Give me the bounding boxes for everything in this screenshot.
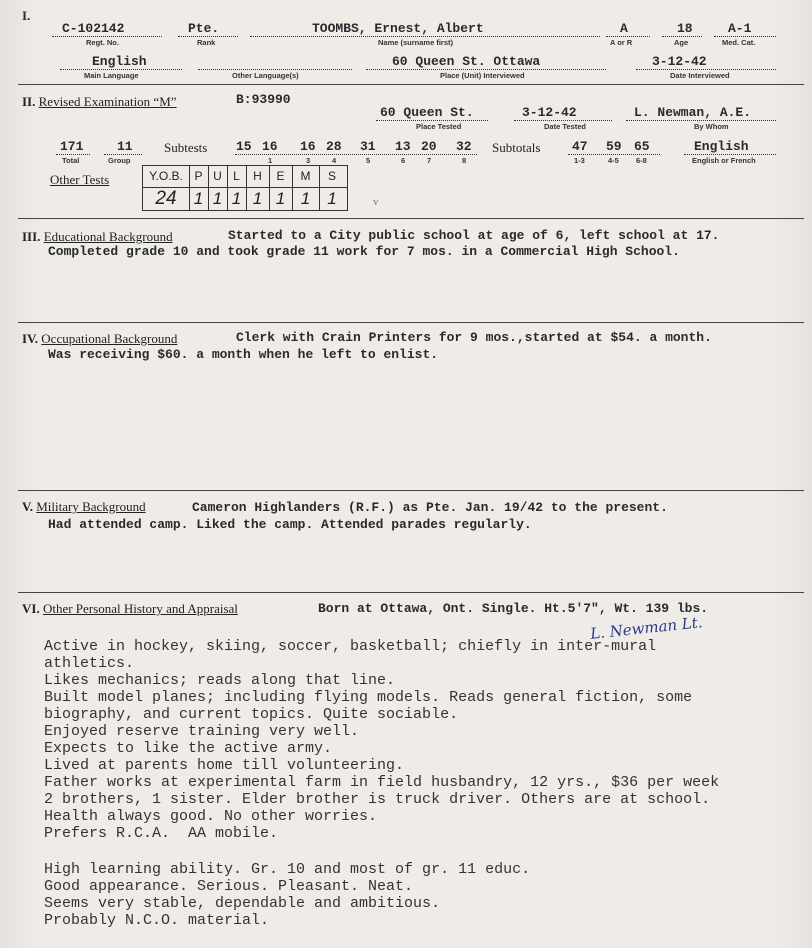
date-interviewed-value: 3-12-42 bbox=[652, 54, 707, 69]
subtotal-range: 1-3 bbox=[574, 156, 585, 165]
name-caption: Name (surname first) bbox=[378, 38, 454, 47]
appraisal-line: Probably N.C.O. material. bbox=[44, 912, 270, 929]
grid-header-m: M bbox=[292, 166, 320, 187]
divider-3 bbox=[18, 322, 804, 323]
section-5-title: Military Background bbox=[36, 499, 146, 514]
place-tested-line bbox=[376, 120, 488, 121]
appraisal-line: Health always good. No other worries. bbox=[44, 808, 378, 825]
subtest-score: 16 bbox=[262, 139, 278, 154]
place-interviewed-line bbox=[366, 69, 606, 70]
section-2-heading bbox=[22, 94, 177, 110]
test-language-caption: English or French bbox=[692, 156, 756, 165]
subtest-score: 28 bbox=[326, 139, 342, 154]
main-language-value: English bbox=[92, 54, 147, 69]
regt-no-caption: Regt. No. bbox=[86, 38, 119, 47]
med-cat-line bbox=[714, 36, 776, 37]
military-line-2: Had attended camp. Liked the camp. Attended parades regularly. bbox=[48, 517, 532, 532]
appraisal-line: athletics. bbox=[44, 655, 135, 672]
appraisal-line: Enjoyed reserve training very well. bbox=[44, 723, 360, 740]
appraisal-line: 2 brothers, 1 sister. Elder brother is truck driver. Others are at school. bbox=[44, 791, 711, 808]
total-line bbox=[56, 154, 90, 155]
divider-4 bbox=[18, 490, 804, 491]
subtotal-score: 59 bbox=[606, 139, 622, 154]
subtest-score: 16 bbox=[300, 139, 316, 154]
subtotal-score: 65 bbox=[634, 139, 650, 154]
med-cat-value: A-1 bbox=[728, 21, 752, 36]
subtest-number: 8 bbox=[462, 156, 467, 165]
group-caption: Group bbox=[108, 156, 131, 165]
a-or-r-caption: A or R bbox=[610, 38, 633, 47]
subtest-number: 7 bbox=[427, 156, 432, 165]
subtest-number: 4 bbox=[332, 156, 337, 165]
subtest-score: 31 bbox=[360, 139, 376, 154]
subtotal-range: 6-8 bbox=[636, 156, 647, 165]
section-2-title: Revised Examination “M” bbox=[38, 94, 177, 109]
date-tested-value: 3-12-42 bbox=[522, 105, 577, 120]
name-line bbox=[250, 36, 600, 37]
appraisal-line: Built model planes; including flying models. Reads general fiction, some bbox=[44, 689, 693, 706]
section-3-title: Educational Background bbox=[43, 229, 173, 244]
by-whom-line bbox=[626, 120, 776, 121]
grid-header-e: E bbox=[269, 166, 293, 187]
language-line bbox=[684, 154, 776, 155]
grid-header-yob: Y.O.B. bbox=[143, 166, 190, 187]
grid-header-h: H bbox=[246, 166, 270, 187]
subtest-number: 6 bbox=[401, 156, 406, 165]
appraisal-line: Father works at experimental farm in field husbandry, 12 yrs., $36 per week bbox=[44, 774, 720, 791]
name-value: TOOMBS, Ernest, Albert bbox=[312, 21, 484, 36]
subtest-score: 32 bbox=[456, 139, 472, 154]
section-6-heading bbox=[22, 601, 238, 617]
section-3-heading bbox=[22, 229, 173, 245]
med-cat-caption: Med. Cat. bbox=[722, 38, 756, 47]
grid-value-e: 1 bbox=[269, 188, 293, 210]
subtest-score: 20 bbox=[421, 139, 437, 154]
grid-value-yob: 24 bbox=[143, 188, 190, 210]
subtotal-score: 47 bbox=[572, 139, 588, 154]
appraisal-line: biography, and current topics. Quite sociable. bbox=[44, 706, 459, 723]
regt-no-line bbox=[52, 36, 162, 37]
subtotals-label: Subtotals bbox=[492, 140, 541, 155]
age-value: 18 bbox=[677, 21, 693, 36]
subtests-label: Subtests bbox=[164, 140, 208, 155]
age-line bbox=[662, 36, 702, 37]
main-language-caption: Main Language bbox=[84, 71, 139, 80]
education-line-2: Completed grade 10 and took grade 11 work for 7 mos. in a Commercial High School. bbox=[48, 244, 680, 259]
education-line-1: Started to a City public school at age of 6, left school at 17. bbox=[228, 228, 720, 243]
grid-header-u: U bbox=[208, 166, 228, 187]
section-4-number: IV. bbox=[22, 331, 39, 346]
date-tested-line bbox=[514, 120, 612, 121]
subtests-line bbox=[235, 154, 477, 155]
regt-no-value: C-102142 bbox=[62, 21, 125, 36]
section-4-title: Occupational Background bbox=[41, 331, 178, 346]
rank-value: Pte. bbox=[188, 21, 220, 36]
grid-value-p: 1 bbox=[189, 188, 209, 210]
date-interviewed-caption: Date Interviewed bbox=[670, 71, 730, 80]
main-language-line bbox=[60, 69, 182, 70]
appraisal-line: Good appearance. Serious. Pleasant. Neat. bbox=[44, 878, 414, 895]
divider-1 bbox=[18, 84, 804, 85]
grid-header-s: S bbox=[327, 169, 336, 183]
section-6-number: VI. bbox=[22, 601, 40, 616]
other-languages-line bbox=[198, 69, 352, 70]
appraisal-line: Active in hockey, skiing, soccer, basketball; chiefly in inter-mural bbox=[44, 638, 657, 655]
grid-value-l: 1 bbox=[227, 188, 247, 210]
military-line-1: Cameron Highlanders (R.F.) as Pte. Jan. 19/42 to the present. bbox=[192, 500, 668, 515]
by-whom-caption: By Whom bbox=[694, 122, 729, 131]
interviewer-signature: L. Newman Lt. bbox=[589, 613, 704, 643]
age-caption: Age bbox=[674, 38, 689, 47]
appraisal-line: Seems very stable, dependable and ambitious. bbox=[44, 895, 441, 912]
a-or-r-value: A bbox=[620, 21, 628, 36]
section-4-heading bbox=[22, 331, 177, 347]
place-tested-value: 60 Queen St. bbox=[380, 105, 474, 120]
subtest-score: 13 bbox=[395, 139, 411, 154]
appraisal-line: High learning ability. Gr. 10 and most of gr. 11 educ. bbox=[44, 861, 531, 878]
form-number: B:93990 bbox=[236, 92, 291, 107]
subtest-score: 15 bbox=[236, 139, 252, 154]
group-value: 11 bbox=[117, 139, 133, 154]
section-5-heading bbox=[22, 499, 146, 515]
grid-values-row bbox=[143, 187, 347, 210]
section-1-number: I. bbox=[22, 8, 31, 23]
place-interviewed-value: 60 Queen St. Ottawa bbox=[392, 54, 541, 69]
section-6-title: Other Personal History and Appraisal bbox=[42, 601, 238, 616]
by-whom-value: L. Newman, A.E. bbox=[634, 105, 752, 120]
section-3-number: III. bbox=[22, 229, 41, 244]
subtotal-range: 4-5 bbox=[608, 156, 619, 165]
rank-line bbox=[178, 36, 238, 37]
appraisal-line: Likes mechanics; reads along that line. bbox=[44, 672, 396, 689]
appraisal-paragraph-1 bbox=[44, 638, 719, 842]
date-interviewed-line bbox=[636, 69, 776, 70]
a-or-r-line bbox=[606, 36, 650, 37]
test-language-value: English bbox=[694, 139, 749, 154]
total-value: 171 bbox=[60, 139, 84, 154]
personal-summary-line: Born at Ottawa, Ont. Single. Ht.5'7", Wt. 139 lbs. bbox=[318, 601, 709, 616]
subtotals-line bbox=[568, 154, 660, 155]
pulhems-grid bbox=[142, 165, 348, 211]
grid-value-s: 1 bbox=[327, 189, 337, 208]
divider-5 bbox=[18, 592, 804, 593]
occupation-line-1: Clerk with Crain Printers for 9 mos.,started at $54. a month. bbox=[236, 330, 712, 345]
stray-mark: v bbox=[373, 196, 379, 208]
grid-header-p: P bbox=[189, 166, 209, 187]
occupation-line-2: Was receiving $60. a month when he left to enlist. bbox=[48, 347, 439, 362]
place-tested-caption: Place Tested bbox=[416, 122, 462, 131]
other-tests-label: Other Tests bbox=[50, 172, 110, 187]
appraisal-line: Lived at parents home till volunteering. bbox=[44, 757, 405, 774]
appraisal-line: Expects to like the active army. bbox=[44, 740, 333, 757]
place-interviewed-caption: Place (Unit) Interviewed bbox=[440, 71, 525, 80]
rank-caption: Rank bbox=[197, 38, 216, 47]
subtest-number: 5 bbox=[366, 156, 371, 165]
subtest-number: 1 bbox=[268, 156, 273, 165]
appraisal-line: Prefers R.C.A. AA mobile. bbox=[44, 825, 279, 842]
divider-2 bbox=[18, 218, 804, 219]
section-2-number: II. bbox=[22, 94, 36, 109]
total-caption: Total bbox=[62, 156, 80, 165]
grid-value-u: 1 bbox=[208, 188, 228, 210]
group-line bbox=[104, 154, 142, 155]
grid-value-h: 1 bbox=[246, 188, 270, 210]
other-languages-caption: Other Language(s) bbox=[232, 71, 299, 80]
appraisal-paragraph-2 bbox=[44, 861, 530, 929]
grid-value-m: 1 bbox=[292, 188, 320, 210]
grid-header-l: L bbox=[227, 166, 247, 187]
date-tested-caption: Date Tested bbox=[544, 122, 586, 131]
subtest-number: 3 bbox=[306, 156, 311, 165]
section-5-number: V. bbox=[22, 499, 33, 514]
